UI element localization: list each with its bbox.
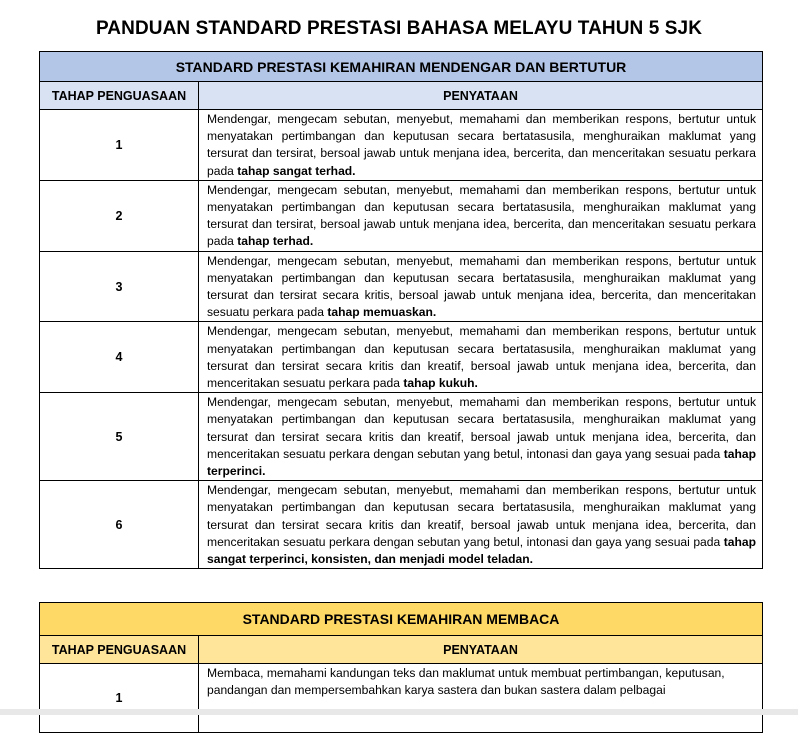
statement-text: Mendengar, mengecam sebutan, menyebut, memahami dan memberikan respons, bertutur untuk menyatakan pertimbangan dan keputusan secara bertatasusila, menghuraikan maklumat yang tersurat dan tersirat secara kritis dan kreatif, bersoal jawab untuk menjana idea, bercerita, dan menceritakan sesuatu perkara dengan sebutan yang betul, intonasi dan gaya yang sesuai pada [207, 483, 756, 549]
statement-cell [199, 481, 763, 569]
statement-cell [199, 180, 763, 251]
table-listening-speaking [39, 51, 763, 569]
bottom-toolbar-edge [0, 709, 798, 715]
column-header-statement: PENYATAAN [199, 636, 763, 664]
column-header-statement: PENYATAAN [199, 82, 763, 110]
level-cell: 3 [40, 251, 199, 322]
table-row [40, 180, 763, 251]
statement-cell [199, 322, 763, 393]
section-heading: STANDARD PRESTASI KEMAHIRAN MENDENGAR DAN BERTUTUR [40, 52, 763, 82]
statement-text: Mendengar, mengecam sebutan, menyebut, memahami dan memberikan respons, bertutur untuk menyatakan pertimbangan dan keputusan secara bertatasusila, menghuraikan maklumat yang tersurat dan tersirat, bersoal jawab untuk menjana idea, bercerita, dan menceritakan sesuatu perkara pada [207, 182, 756, 249]
column-header-level: TAHAP PENGUASAAN [40, 636, 199, 664]
section-heading: STANDARD PRESTASI KEMAHIRAN MEMBACA [40, 603, 763, 636]
statement-cell [199, 110, 763, 181]
table-row [40, 322, 763, 393]
statement-cell [199, 251, 763, 322]
level-cell: 1 [40, 664, 199, 733]
level-cell: 4 [40, 322, 199, 393]
level-cell: 2 [40, 180, 199, 251]
statement-bold-text: tahap terhad. [237, 234, 314, 249]
statement-cell [199, 664, 763, 733]
statement-text: Mendengar, mengecam sebutan, menyebut, memahami dan memberikan respons, bertutur untuk menyatakan pertimbangan dan keputusan secara bertatasusila, menghuraikan maklumat yang tersurat dan tersirat, bersoal jawab untuk menjana idea, bercerita, dan menceritakan sesuatu perkara pada [207, 112, 756, 178]
table-row [40, 251, 763, 322]
statement-text: Membaca, memahami kandungan teks dan maklumat untuk membuat pertimbangan, keputusan, pandangan dan mempersembahkan karya sastera dan bukan sastera dalam pelbagai [207, 666, 725, 698]
statement-cell [199, 393, 763, 481]
table-row [40, 110, 763, 181]
level-cell: 6 [40, 481, 199, 569]
page-title: PANDUAN STANDARD PRESTASI BAHASA MELAYU TAHUN 5 SJK [95, 18, 703, 39]
level-cell: 5 [40, 393, 199, 481]
statement-text: Mendengar, mengecam sebutan, menyebut, memahami dan memberikan respons, bertutur untuk menyatakan pertimbangan dan keputusan secara bertatasusila, menghuraikan maklumat yang tersurat dan tersirat secara kritis dan kreatif, bersoal jawab untuk menjana idea, bercerita, dan menceritakan sesuatu perkara dengan sebutan yang betul, intonasi dan gaya yang sesuai pada [207, 395, 756, 461]
statement-text: Mendengar, mengecam sebutan, menyebut, memahami dan memberikan respons, bertutur untuk menyatakan pertimbangan dan keputusan secara bertatasusila, menghuraikan maklumat yang tersurat dan tersirat secara kritis, bersoal jawab untuk menjana idea, bercerita, dan menceritakan sesuatu perkara pada [207, 253, 756, 320]
statement-bold-text: tahap memuaskan. [327, 305, 437, 320]
table-row [40, 664, 763, 733]
level-cell: 1 [40, 110, 199, 181]
statement-text: Mendengar, mengecam sebutan, menyebut, memahami dan memberikan respons, bertutur untuk menyatakan pertimbangan dan keputusan secara bertatasusila, menghuraikan maklumat yang tersurat dan tersirat secara kritis dan kreatif, bersoal jawab untuk menjana idea, bercerita, dan menceritakan sesuatu perkara pada [207, 324, 756, 391]
table-row [40, 393, 763, 481]
statement-bold-text: tahap terperinci. [207, 446, 756, 479]
table-row [40, 481, 763, 569]
statement-bold-text: tahap sangat terperinci, konsisten, dan menjadi model teladan. [207, 534, 756, 567]
statement-bold-text: tahap kukuh. [403, 376, 478, 391]
column-header-level: TAHAP PENGUASAAN [40, 82, 199, 110]
statement-bold-text: tahap sangat terhad. [237, 163, 356, 178]
